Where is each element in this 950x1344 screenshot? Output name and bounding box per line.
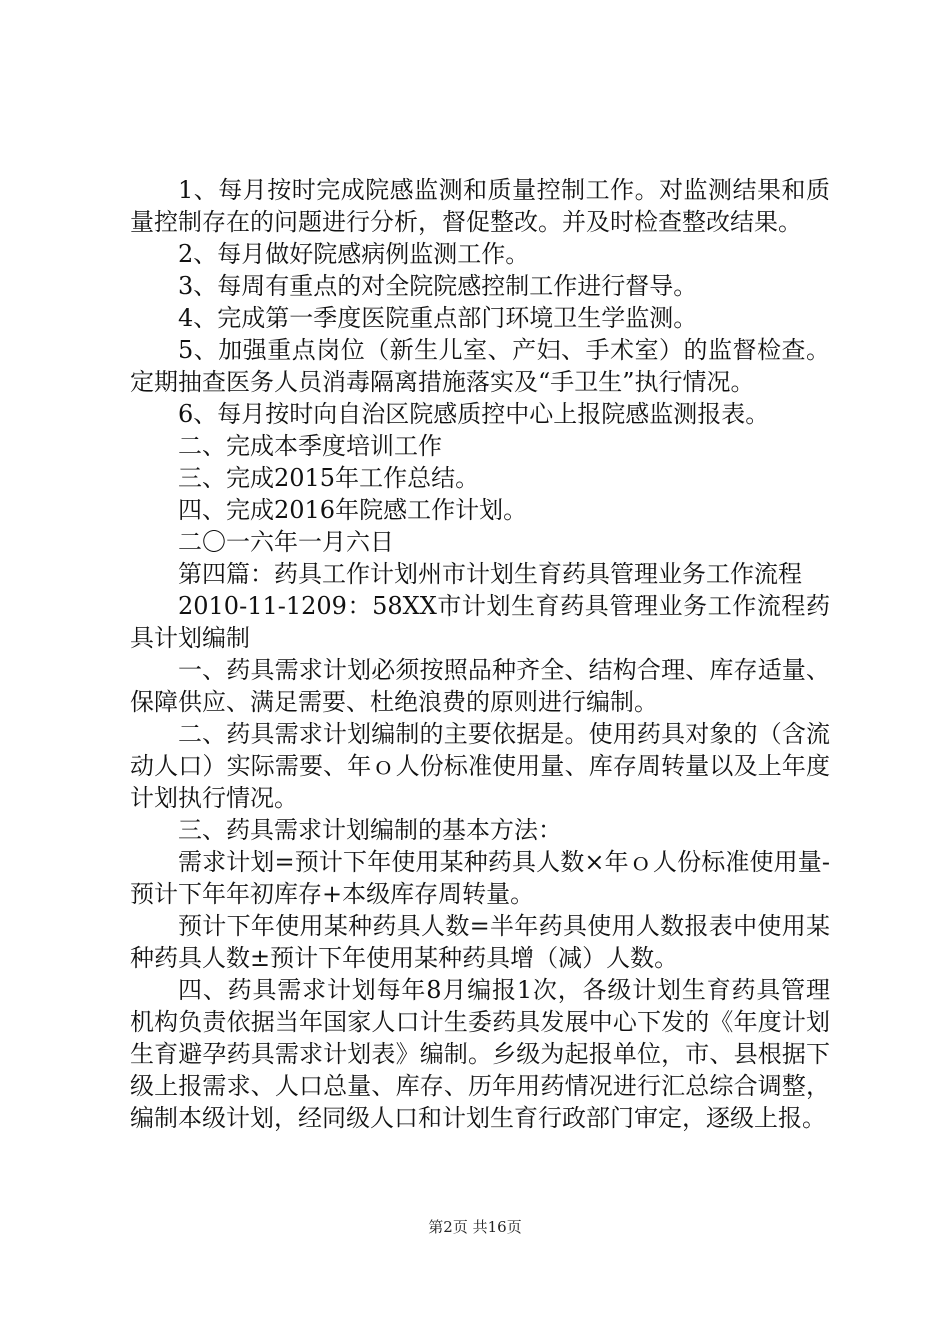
paragraph: 1、每月按时完成院感监测和质量控制工作。对监测结果和质量控制存在的问题进行分析，督促整改。并及时检查整改结果。 — [130, 176, 830, 236]
paragraph: 预计下年使用某种药具人数=半年药具使用人数报表中使用某种药具人数±预计下年使用某种药具增（减）人数。 — [130, 912, 830, 972]
paragraph: 6、每月按时向自治区院感质控中心上报院感监测报表。 — [178, 400, 770, 428]
paragraph: 三、完成2015年工作总结。 — [178, 464, 480, 492]
paragraph: 一、药具需求计划必须按照品种齐全、结构合理、库存适量、保障供应、满足需要、杜绝浪费的原则进行编制。 — [130, 656, 830, 716]
paragraph: 三、药具需求计划编制的基本方法： — [178, 816, 562, 844]
paragraph: 四、药具需求计划每年8月编报1次，各级计划生育药具管理机构负责依据当年国家人口计生委药具发展中心下发的《年度计划生育避孕药具需求计划表》编制。乡级为起报单位，市、县根据下级上报需求、人口总量、库存、历年用药情况进行汇总综合调整，编制本级计划，经同级人口和计划生育行政部门审定，逐级上报。 — [130, 976, 830, 1132]
section-heading: 第四篇：药具工作计划州市计划生育药具管理业务工作流程 — [178, 560, 802, 588]
paragraph: 二、药具需求计划编制的主要依据是。使用药具对象的（含流动人口）实际需要、年ｏ人份标准使用量、库存周转量以及上年度计划执行情况。 — [130, 720, 830, 812]
paragraph: 5、加强重点岗位（新生儿室、产妇、手术室）的监督检查。定期抽查医务人员消毒隔离措施落实及“手卫生”执行情况。 — [130, 336, 830, 396]
paragraph: 2010-11-1209：58XX市计划生育药具管理业务工作流程药具计划编制 — [130, 592, 830, 652]
paragraph: 4、完成第一季度医院重点部门环境卫生学监测。 — [178, 304, 698, 332]
paragraph: 四、完成2016年院感工作计划。 — [178, 496, 528, 524]
paragraph: 需求计划=预计下年使用某种药具人数×年ｏ人份标准使用量-预计下年年初库存+本级库存周转量。 — [130, 848, 830, 908]
date-line: 二〇一六年一月六日 — [178, 528, 394, 556]
paragraph: 3、每周有重点的对全院院感控制工作进行督导。 — [178, 272, 698, 300]
paragraph: 二、完成本季度培训工作 — [178, 432, 442, 460]
document-body — [130, 174, 830, 1134]
page-number-footer: 第2页 共16页 — [428, 1218, 522, 1236]
paragraph: 2、每月做好院感病例监测工作。 — [178, 240, 530, 268]
